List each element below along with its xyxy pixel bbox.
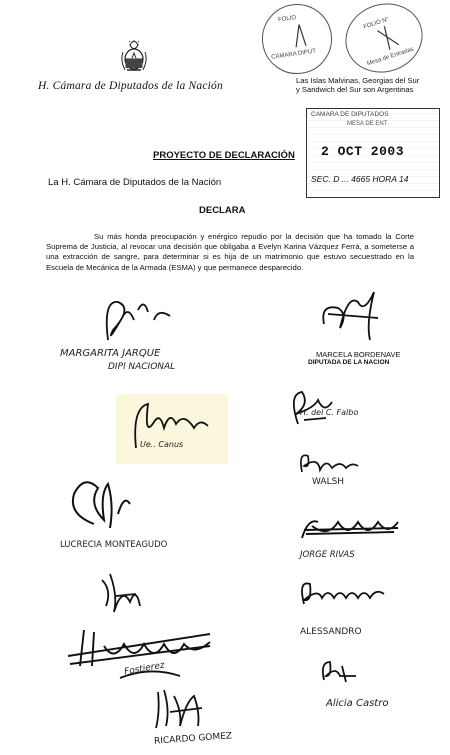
signature-jorge-rivas xyxy=(298,508,408,553)
signature-name: MARCELA BORDENAVE xyxy=(316,350,401,359)
signature-name: Alicia Castro xyxy=(326,698,389,709)
signature-name: LUCRECIA MONTEAGUDO xyxy=(60,540,168,550)
chamber-name: H. Cámara de Diputados de la Nación xyxy=(38,80,223,92)
signature-unnamed xyxy=(96,566,156,621)
signature-ricardo-gomez xyxy=(150,682,230,737)
stamp-text: CAMARA DIPUT xyxy=(270,48,317,61)
stamp-chamber-line: CAMARA DE DIPUTADOS xyxy=(311,111,389,118)
signature-marcela-bordenave xyxy=(318,284,388,349)
signature-margarita-jarque xyxy=(78,290,188,355)
signature-name: Ue.. Canus xyxy=(140,440,184,449)
signature-name: MARGARITA JARQUE xyxy=(60,348,161,359)
signature-highlighted xyxy=(124,398,224,463)
signature-title: DIPUTADA DE LA NACION xyxy=(308,359,390,366)
signature-name: H. del C. Falbo xyxy=(300,408,359,417)
document-addressee: La H. Cámara de Diputados de la Nación xyxy=(48,177,222,188)
stamp-text: Mesa de Entradas xyxy=(366,46,415,68)
document-body: Su más honda preocupación y enérgico repudio por la decisión que ha tomado la Corte Suprema de Justicia, al revocar una decisión que obligaba a Evelyn Karina Vázquez Ferrá, a someterse a una extracción de sangre, para determinar si es hija de un matrimonio que estuvo secuestrado en la Escuela de Mecánica de la Armada (ESMA) y que permanece desparecido. xyxy=(46,232,414,272)
folio-stamp-left xyxy=(257,0,336,79)
signature-name: JORGE RIVAS xyxy=(300,550,355,560)
stamp-desk-line: MESA DE ENT xyxy=(347,121,388,127)
stamp-label: FOLIO xyxy=(277,14,297,24)
signature-title: DIPl NACIONAL xyxy=(108,362,176,372)
argentine-coat-of-arms-icon xyxy=(119,40,149,74)
signature-name: WALSH xyxy=(312,477,345,487)
document-title: PROYECTO DE DECLARACIÓN xyxy=(153,150,295,161)
stamp-date: 2 OCT 2003 xyxy=(321,144,405,159)
signature-alicia-castro xyxy=(316,656,376,691)
signature-name: RICARDO GOMEZ xyxy=(153,731,233,747)
document-verb: DECLARA xyxy=(199,205,246,216)
stamp-label: FOLIO N° xyxy=(362,16,390,31)
malvinas-slogan: Las Islas Malvinas, Georgias del Sur y Sandwich del Sur son Argentinas xyxy=(296,76,420,94)
signature-lucrecia-monteagudo xyxy=(64,474,144,539)
stamp-sec-line: SEC. D ... 4665 HORA 14 xyxy=(311,174,409,184)
folio-stamp-right xyxy=(336,0,431,82)
reception-date-stamp xyxy=(306,108,440,198)
signature-name: Fostierez xyxy=(123,660,166,678)
signature-name: ALESSANDRO xyxy=(300,627,362,637)
signature-alessandro xyxy=(294,574,394,619)
